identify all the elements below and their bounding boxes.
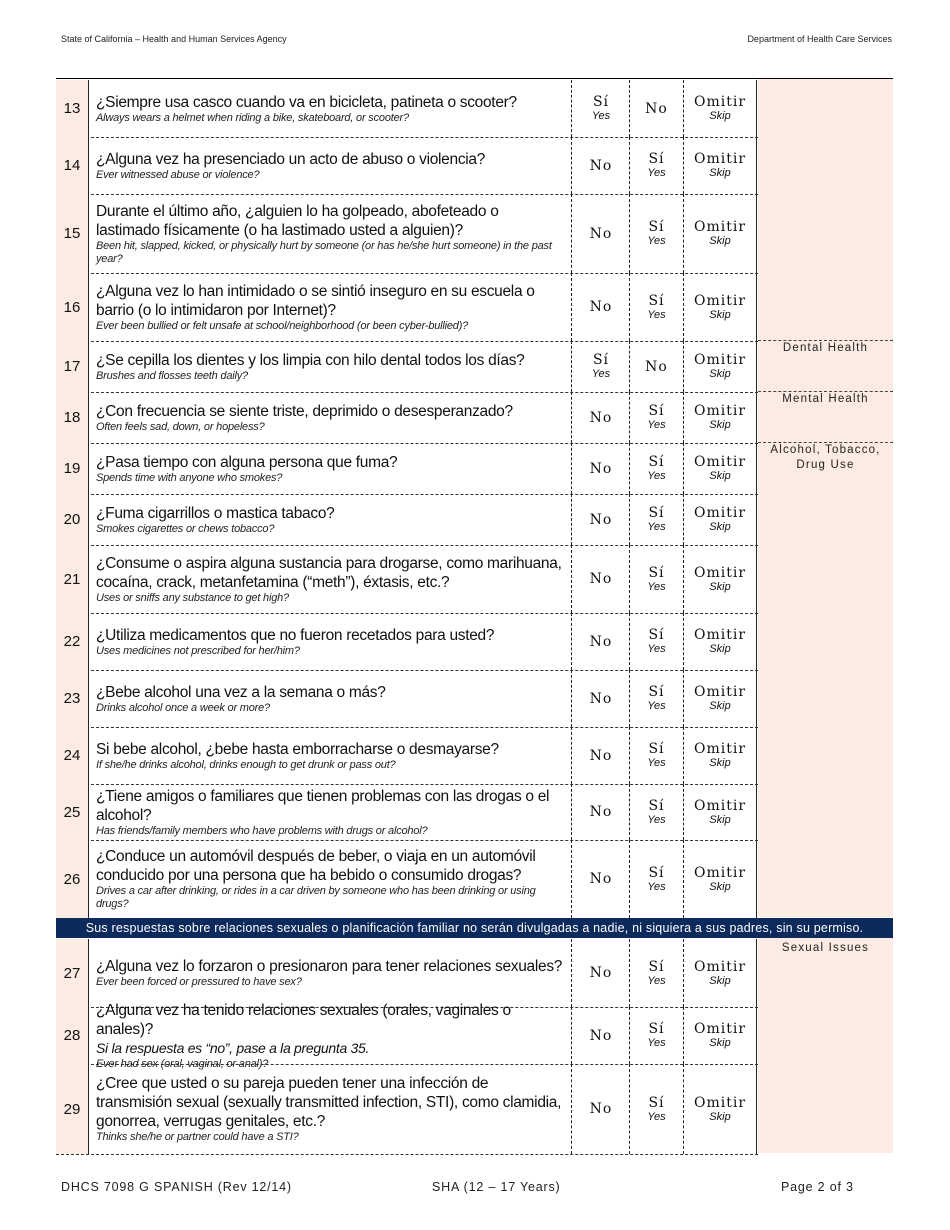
header-department: Department of Health Care Services (747, 34, 892, 44)
question-text-cell (89, 727, 572, 784)
question-number: 20 (56, 494, 89, 545)
question-spanish: ¿Se cepilla los dientes y los limpia con hilo dental todos los días? (96, 351, 525, 369)
answer-option-3[interactable] (684, 494, 757, 545)
question-text-cell (89, 137, 572, 194)
question-number: 24 (56, 727, 89, 784)
answer-sublabel: Yes (647, 521, 666, 533)
question-number: 16 (56, 273, 89, 341)
answer-label: Sí (648, 403, 665, 419)
question-english: Uses or sniffs any substance to get high? (96, 591, 289, 604)
question-english: Spends time with anyone who smokes? (96, 471, 283, 484)
answer-label: Sí (648, 564, 665, 581)
answer-label: Sí (648, 292, 665, 309)
question-english: Often feels sad, down, or hopeless? (96, 420, 265, 433)
answer-sublabel: Yes (591, 368, 611, 380)
question-number: 23 (56, 670, 89, 727)
answer-label: Omitir (693, 219, 747, 235)
answer-sublabel: Skip (709, 643, 731, 655)
question-english: Brushes and flosses teeth daily? (96, 369, 248, 382)
answer-label: Sí (648, 864, 665, 881)
answer-option-3[interactable] (684, 443, 757, 494)
answer-option-1[interactable] (573, 545, 630, 613)
answer-option-3[interactable] (684, 1007, 757, 1064)
question-row (56, 1001, 758, 1070)
answer-option-3[interactable] (684, 939, 757, 1007)
answer-option-3[interactable] (684, 670, 757, 727)
answer-option-3[interactable] (684, 194, 757, 273)
question-row (56, 137, 758, 195)
answer-option-2[interactable] (630, 494, 684, 545)
answer-option-1[interactable] (573, 80, 630, 137)
section-dental-health: Dental Health (758, 340, 893, 356)
answer-label: Sí (648, 741, 665, 757)
answer-label: Omitir (693, 403, 747, 419)
answer-option-1[interactable] (573, 613, 630, 670)
answer-option-1[interactable] (573, 1064, 630, 1154)
answer-option-2[interactable] (630, 784, 684, 840)
question-spanish: Durante el último año, ¿alguien lo ha golpeado, abofeteado o lastimado físicamente (o ha lastimado usted a alguien)? (96, 202, 499, 239)
answer-option-2[interactable] (630, 545, 684, 613)
answer-option-2[interactable] (630, 392, 684, 443)
question-spanish: ¿Alguna vez lo forzaron o presionaron para tener relaciones sexuales? (96, 958, 563, 975)
answer-label: No (589, 804, 613, 820)
answer-option-1[interactable] (573, 273, 630, 341)
question-spanish: ¿Alguna vez lo han intimidado o se sintió inseguro en su escuela o barrio (o lo intimidaron por Internet)? (96, 282, 535, 319)
question-spanish: ¿Pasa tiempo con alguna persona que fuma? (96, 453, 398, 471)
question-number: 13 (56, 80, 89, 137)
answer-label: Omitir (693, 741, 747, 757)
answer-option-3[interactable] (684, 273, 757, 341)
question-number: 19 (56, 443, 89, 494)
answer-sublabel: Yes (647, 308, 666, 321)
question-skip-note: Si la respuesta es “no”, pase a la pregunta 35. (96, 1039, 370, 1056)
answer-option-3[interactable] (684, 545, 757, 613)
question-number: 27 (56, 939, 89, 1007)
question-number: 17 (56, 341, 89, 392)
question-text-cell (89, 443, 572, 494)
question-spanish: ¿Alguna vez ha presenciado un acto de abuso o violencia? (96, 150, 486, 168)
answer-sublabel: Skip (709, 974, 731, 987)
answer-label: No (589, 571, 613, 587)
answer-sublabel: Skip (709, 757, 731, 769)
answer-option-2[interactable] (630, 194, 684, 273)
answer-label: No (589, 1027, 613, 1044)
answer-label: No (589, 157, 613, 174)
answer-label: No (589, 460, 613, 477)
question-text-cell (89, 670, 572, 727)
answer-sublabel: Skip (709, 1110, 731, 1123)
answer-label: No (589, 633, 613, 650)
answer-label: No (645, 100, 668, 117)
question-text-cell (89, 80, 572, 137)
question-row (56, 80, 758, 138)
answer-sublabel: Skip (709, 700, 731, 712)
question-english: Ever been forced or pressured to have sex? (96, 976, 302, 988)
question-text-cell (89, 392, 572, 443)
question-spanish: ¿Cree que usted o su pareja pueden tener una infección de transmisión sexual (sexually transmitted infection, STI), como clamidia, gonorrea, verrugas genitales, etc.? (96, 1075, 562, 1130)
question-spanish: ¿Utiliza medicamentos que no fueron recetados para usted? (96, 626, 495, 644)
question-english: If she/he drinks alcohol, drinks enough to get drunk or pass out? (96, 758, 396, 771)
question-text-cell (89, 613, 572, 670)
answer-sublabel: Skip (709, 235, 731, 247)
question-text-cell (89, 273, 572, 341)
answer-label: Sí (648, 1021, 665, 1037)
answer-option-2[interactable] (630, 670, 684, 727)
question-english: Ever been bullied or felt unsafe at school/neighborhood (or been cyber-bullied)? (96, 319, 469, 332)
answer-sublabel: Yes (647, 700, 666, 712)
question-text-cell (89, 784, 572, 840)
answer-sublabel: Skip (709, 110, 731, 122)
question-english: Ever witnessed abuse or violence? (96, 168, 260, 181)
answer-label: No (589, 409, 613, 426)
question-text-cell (89, 939, 572, 1007)
answer-sublabel: Skip (709, 368, 731, 380)
answer-sublabel: Skip (709, 521, 731, 533)
answer-option-1[interactable] (573, 727, 630, 784)
answer-label: Omitir (693, 1094, 747, 1111)
question-number: 15 (56, 194, 89, 273)
footer-form-title: SHA (12 – 17 Years) (432, 1180, 561, 1194)
answer-sublabel: Yes (647, 643, 666, 655)
question-spanish: ¿Conduce un automóvil después de beber, o viaja en un automóvil conducido por una persona que ha bebido o consumido drogas? (96, 848, 536, 884)
answer-label: Sí (648, 958, 665, 975)
answer-sublabel: Yes (647, 470, 666, 482)
question-spanish: ¿Fuma cigarrillos o mastica tabaco? (96, 504, 335, 522)
answer-label: Sí (592, 352, 610, 368)
answer-option-2[interactable] (630, 341, 684, 392)
question-row (56, 194, 758, 274)
answer-option-2[interactable] (630, 840, 684, 918)
question-text-cell (89, 840, 572, 918)
footer-page-number: Page 2 of 3 (781, 1180, 854, 1194)
answer-option-1[interactable] (573, 137, 630, 194)
answer-sublabel: Skip (709, 308, 731, 321)
question-number: 28 (56, 1007, 89, 1064)
answer-label: Sí (648, 505, 665, 521)
section-sexual-issues: Sexual Issues (781, 942, 870, 954)
answer-label: No (589, 747, 613, 764)
side-column-bg-sexual (758, 938, 893, 1153)
answer-label: Omitir (693, 151, 747, 167)
question-text-cell (89, 545, 572, 613)
question-english: Smokes cigarettes or chews tobacco? (96, 522, 275, 535)
answer-option-2[interactable] (630, 443, 684, 494)
answer-option-3[interactable] (684, 392, 757, 443)
answer-sublabel: Yes (647, 1110, 666, 1123)
answer-option-1[interactable] (573, 840, 630, 918)
answer-label: Omitir (693, 684, 747, 700)
answer-label: Sí (648, 627, 665, 643)
question-english: Always wears a helmet when riding a bike, skateboard, or scooter? (96, 111, 409, 124)
answer-option-2[interactable] (630, 613, 684, 670)
answer-option-3[interactable] (684, 80, 757, 137)
answer-option-1[interactable] (573, 670, 630, 727)
answer-label: Omitir (693, 352, 747, 368)
question-row (56, 613, 758, 671)
answer-label: Sí (648, 151, 665, 167)
question-text-cell (89, 1001, 572, 1070)
answer-option-3[interactable] (684, 727, 757, 784)
answer-label: Sí (592, 94, 610, 110)
question-english: Thinks she/he or partner could have a STI? (96, 1131, 299, 1143)
question-spanish: ¿Tiene amigos o familiares que tienen problemas con las drogas o el alcohol? (96, 787, 550, 824)
answer-label: No (589, 690, 613, 707)
answer-label: Omitir (693, 292, 747, 309)
question-spanish: Si bebe alcohol, ¿bebe hasta emborracharse o desmayarse? (96, 740, 499, 758)
answer-option-1[interactable] (573, 443, 630, 494)
answer-label: Sí (648, 797, 665, 814)
answer-label: No (645, 358, 668, 375)
answer-label: Sí (648, 1094, 665, 1111)
question-row (56, 670, 758, 728)
answer-sublabel: Skip (709, 167, 731, 179)
question-spanish: ¿Con frecuencia se siente triste, deprimido o desesperanzado? (96, 402, 513, 420)
answer-sublabel: Yes (647, 813, 666, 826)
question-english: Drives a car after drinking, or rides in a car driven by someone who has been drinking or using drugs? (96, 885, 536, 910)
question-english: Been hit, slapped, kicked, or physically hurt by someone (or has he/she hurt someone) in the past year? (96, 239, 552, 265)
answer-label: Omitir (693, 505, 747, 521)
answer-sublabel: Yes (591, 110, 611, 122)
answer-option-1[interactable] (573, 784, 630, 840)
answer-option-3[interactable] (684, 784, 757, 840)
answer-option-2[interactable] (630, 939, 684, 1007)
answer-option-2[interactable] (630, 1064, 684, 1154)
answer-label: No (589, 965, 613, 981)
answer-label: Omitir (693, 958, 747, 975)
question-english: Has friends/family members who have problems with drugs or alcohol? (96, 824, 428, 837)
question-row (56, 341, 758, 393)
answer-option-3[interactable] (684, 613, 757, 670)
question-row (56, 545, 758, 614)
answer-option-3[interactable] (684, 840, 757, 918)
answer-sublabel: Yes (647, 757, 666, 769)
question-row (56, 392, 758, 444)
question-number: 26 (56, 840, 89, 918)
question-english: Uses medicines not prescribed for her/him? (96, 644, 300, 657)
answer-label: Omitir (693, 797, 747, 814)
answer-sublabel: Yes (647, 974, 666, 987)
question-spanish: ¿Alguna vez ha tenido relaciones sexuales (orales, vaginales o anales)? (96, 1001, 511, 1038)
answer-option-1[interactable] (573, 341, 630, 392)
question-row (56, 727, 758, 785)
answer-sublabel: Skip (709, 580, 731, 593)
answer-label: Sí (648, 454, 665, 470)
answer-label: No (589, 1101, 613, 1117)
question-row (56, 1064, 758, 1155)
answer-label: No (589, 225, 613, 242)
question-text-cell (89, 1064, 572, 1154)
answer-sublabel: Yes (647, 167, 666, 179)
answer-sublabel: Skip (709, 880, 731, 893)
answer-sublabel: Yes (647, 580, 666, 593)
answer-option-3[interactable] (684, 137, 757, 194)
answer-label: Omitir (693, 564, 747, 581)
answer-option-1[interactable] (573, 1007, 630, 1064)
question-number: 25 (56, 784, 89, 840)
question-english: Ever had sex (oral, vaginal, or anal)? (96, 1057, 269, 1070)
answer-label: Omitir (693, 864, 747, 881)
question-number: 18 (56, 392, 89, 443)
answer-option-2[interactable] (630, 273, 684, 341)
answer-option-2[interactable] (630, 137, 684, 194)
answer-sublabel: Yes (647, 1037, 666, 1049)
answer-label: Sí (648, 219, 665, 235)
answer-option-1[interactable] (573, 194, 630, 273)
answer-label: Omitir (693, 627, 747, 643)
question-spanish: ¿Siempre usa casco cuando va en bicicleta, patineta o scooter? (96, 93, 517, 111)
answer-option-2[interactable] (630, 727, 684, 784)
answer-label: Sí (648, 684, 665, 700)
answer-sublabel: Yes (647, 880, 666, 893)
question-row (56, 840, 758, 919)
question-number: 29 (56, 1064, 89, 1154)
section-mental-health: Mental Health (758, 391, 893, 407)
footer-form-number: DHCS 7098 G SPANISH (Rev 12/14) (61, 1180, 292, 1194)
question-row (56, 443, 758, 495)
question-spanish: ¿Bebe alcohol una vez a la semana o más? (96, 683, 386, 701)
answer-option-1[interactable] (573, 392, 630, 443)
privacy-banner: Sus respuestas sobre relaciones sexuales o planificación familiar no serán divulgadas a nadie, ni siquiera a sus padres, sin su permiso. (56, 918, 893, 938)
question-number: 22 (56, 613, 89, 670)
question-spanish: ¿Consume o aspira alguna sustancia para drogarse, como marihuana, cocaína, crack, metanfetamina (“meth”), éxtasis, etc.? (96, 554, 562, 591)
answer-option-3[interactable] (684, 1064, 757, 1154)
question-row (56, 273, 758, 342)
header-agency: State of California – Health and Human Services Agency (61, 34, 287, 44)
answer-sublabel: Skip (709, 813, 731, 826)
question-text-cell (89, 341, 572, 392)
question-text-cell (89, 194, 572, 273)
answer-sublabel: Skip (709, 470, 731, 482)
answer-label: No (589, 871, 613, 887)
answer-option-1[interactable] (573, 939, 630, 1007)
answer-label: Omitir (693, 94, 747, 110)
answer-sublabel: Yes (647, 419, 666, 431)
answer-option-3[interactable] (684, 341, 757, 392)
answer-sublabel: Yes (647, 235, 666, 247)
answer-label: Omitir (693, 454, 747, 470)
question-number: 14 (56, 137, 89, 194)
answer-sublabel: Skip (709, 419, 731, 431)
question-row (56, 939, 758, 1008)
side-column-bg (758, 79, 893, 917)
question-number: 21 (56, 545, 89, 613)
question-row (56, 784, 758, 841)
answer-label: No (589, 511, 613, 528)
answer-option-1[interactable] (573, 494, 630, 545)
answer-label: Omitir (693, 1021, 747, 1037)
question-english: Drinks alcohol once a week or more? (96, 701, 270, 714)
section-alcohol-tobacco-drug: Alcohol, Tobacco, Drug Use (758, 442, 893, 473)
answer-sublabel: Skip (709, 1037, 731, 1049)
answer-option-2[interactable] (630, 1007, 684, 1064)
answer-option-2[interactable] (630, 80, 684, 137)
question-row (56, 494, 758, 546)
question-text-cell (89, 494, 572, 545)
answer-label: No (589, 299, 613, 315)
